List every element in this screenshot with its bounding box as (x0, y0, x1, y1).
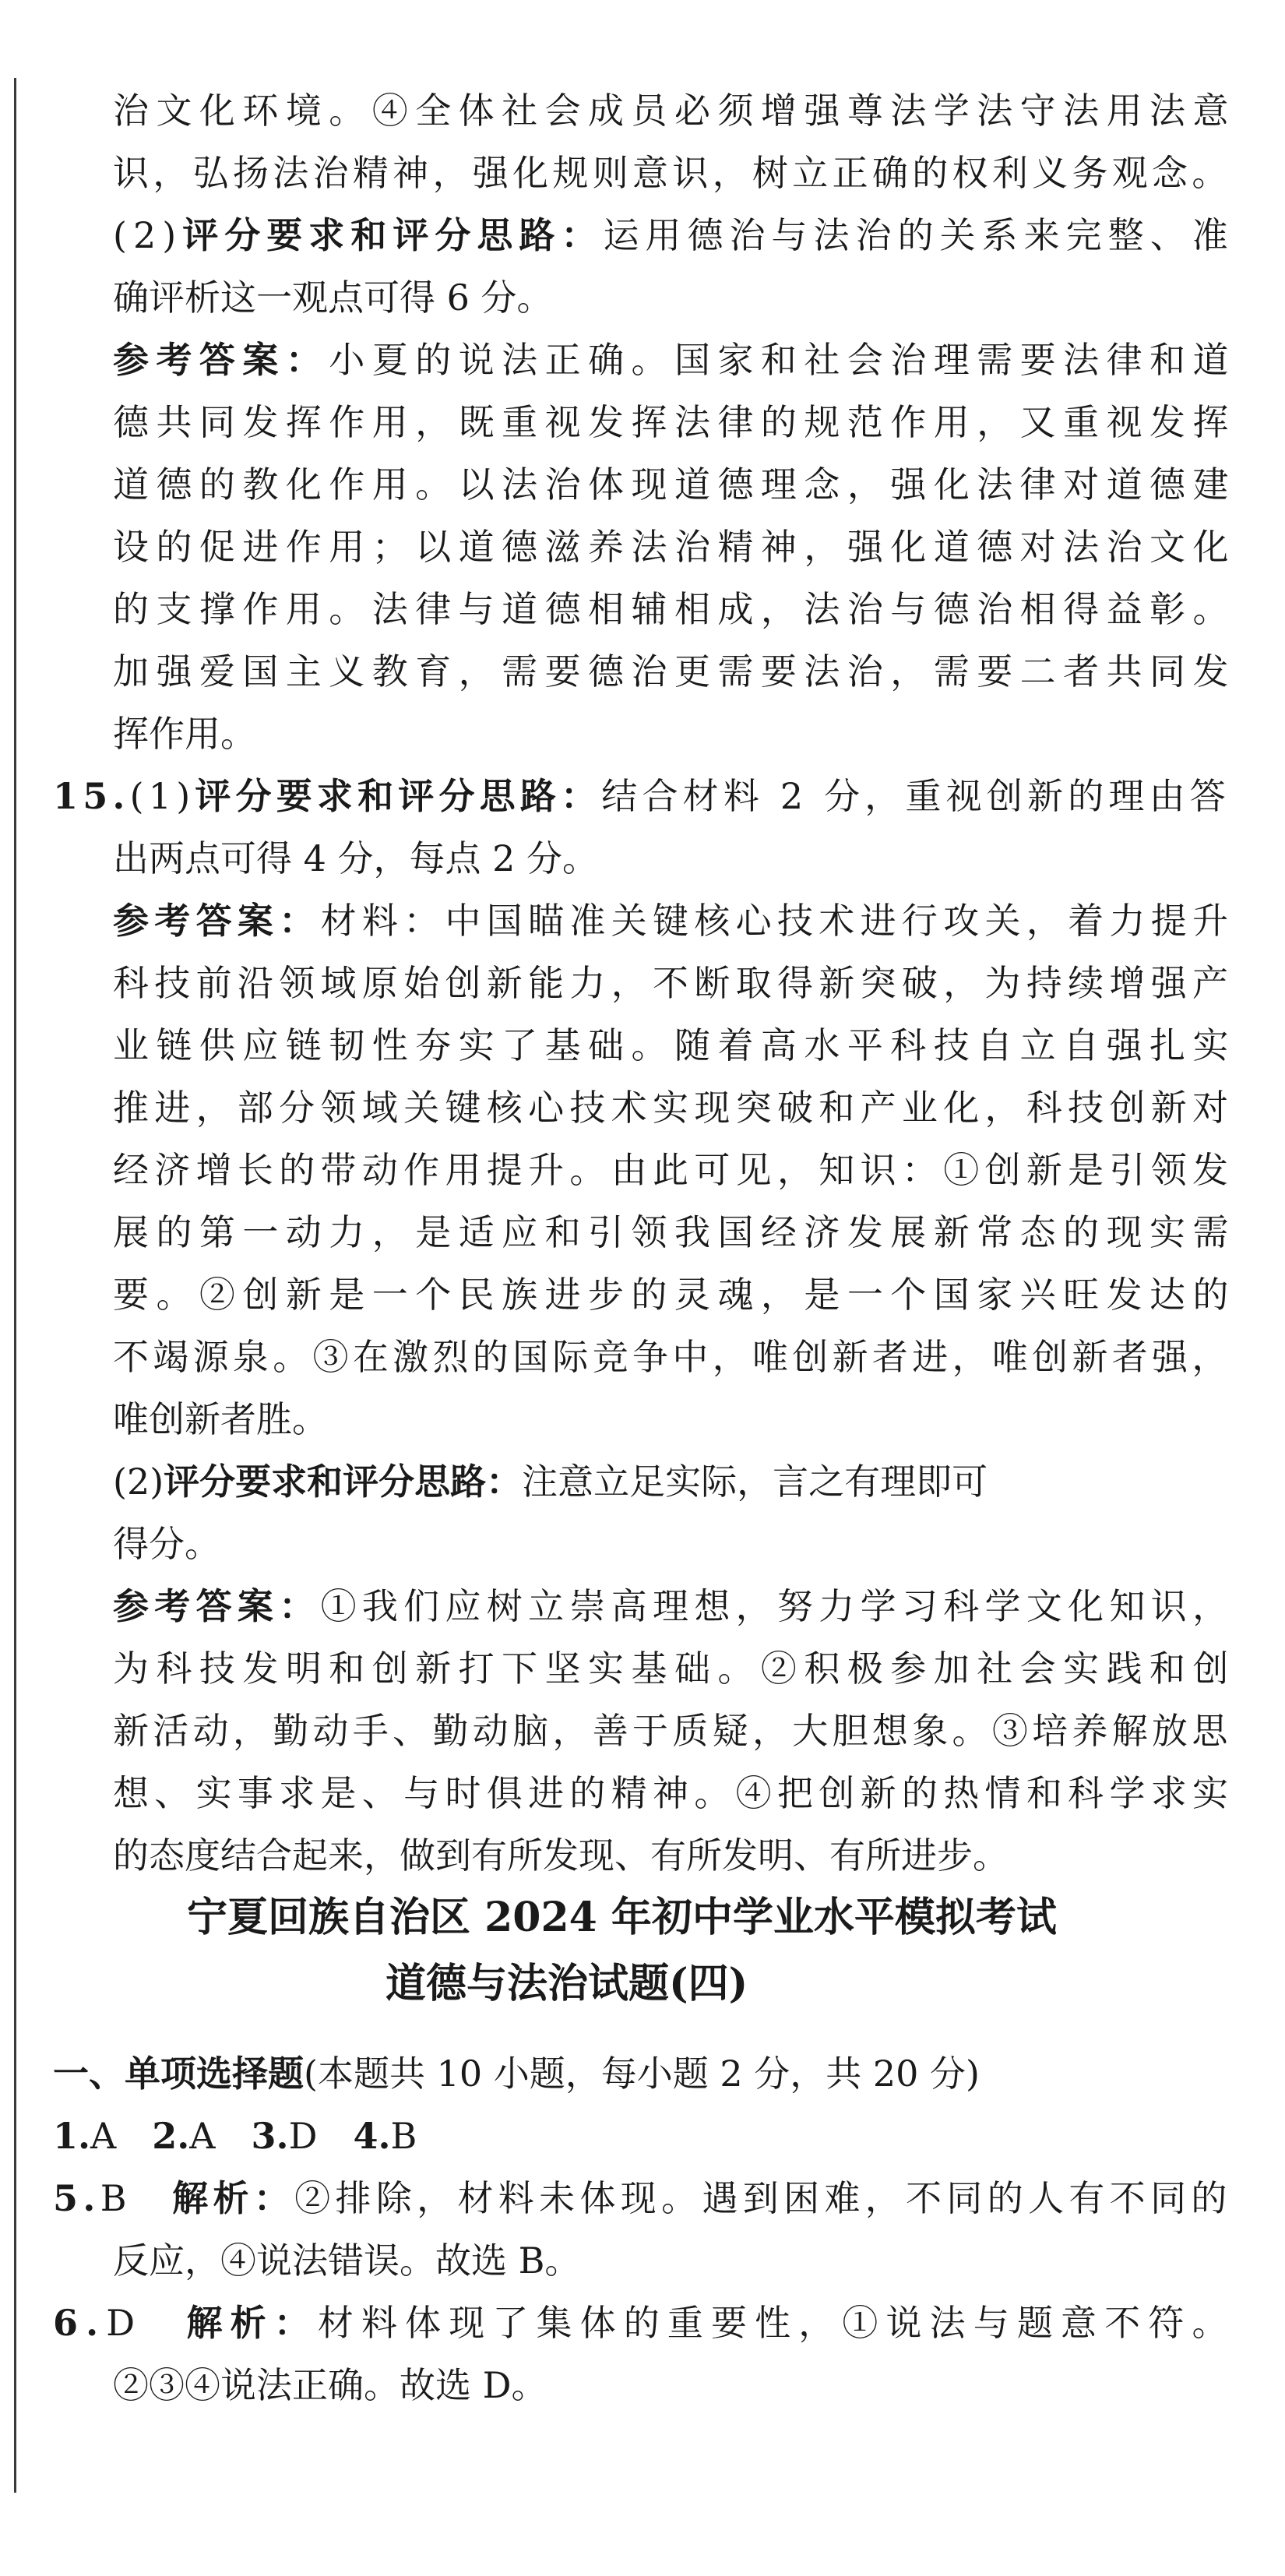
text-line (113, 586, 1236, 633)
text-run: 小夏的说法正确。国家和社会治理需要法律和道 (329, 339, 1236, 381)
text-run: 加强爱国主义教育，需要德治更需要法治，需要二者共同发 (113, 650, 1236, 692)
text-run: 识，弘扬法治精神，强化规则意识，树立正确的权利义务观念。 (113, 152, 1232, 194)
bold-label: 参考答案： (113, 339, 329, 381)
text-run: (2) (113, 1461, 164, 1503)
text-run: 德共同发挥作用，既重视发挥法律的规范作用，又重视发挥 (113, 401, 1236, 443)
text-line (113, 1147, 1234, 1193)
text-line (113, 1521, 220, 1567)
text-run: ②③④说法正确。故选 D。 (113, 2364, 547, 2406)
left-margin-rule (14, 78, 16, 2493)
item-number: 3. (251, 2115, 289, 2157)
text-line (113, 337, 1236, 383)
text-line (113, 1583, 1234, 1630)
text-run: 道德与法治试题(四) (386, 1960, 748, 2007)
text-run: 反应，④说法错误。故选 B。 (113, 2239, 581, 2282)
text-line (113, 1396, 328, 1443)
text-run: 出两点可得 4 分，每点 2 分。 (113, 837, 599, 879)
bold-label: 解析： (172, 2177, 295, 2219)
text-run: 要。②创新是一个民族进步的灵魂，是一个国家兴旺发达的 (113, 1274, 1236, 1316)
text-line (113, 1271, 1236, 1318)
text-run: (1) (129, 775, 195, 817)
item-number: 6. (53, 2302, 107, 2344)
text-line (113, 835, 598, 882)
text-run: 挥作用。 (113, 713, 256, 755)
text-run: 想、实事求是、与时俱进的精神。④把创新的热情和科学求实 (113, 1772, 1234, 1814)
text-run: 展的第一动力，是适应和引领我国经济发展新常态的现实需 (113, 1211, 1236, 1253)
text-line (113, 274, 553, 321)
bold-label: 评分要求和评分思路： (164, 1461, 523, 1503)
item-number: 2. (152, 2115, 190, 2157)
bold-label: 评分要求和评分思路： (195, 775, 602, 817)
text-line (53, 773, 1230, 819)
text-run: D (106, 2302, 187, 2344)
text-line (113, 1645, 1236, 1692)
bold-label: 参考答案： (113, 900, 321, 942)
text-run: 的态度结合起来，做到有所发现、有所发明、有所进步。 (113, 1834, 1009, 1876)
text-run: 设的促进作用；以道德滋养法治精神，强化道德对法治文化 (113, 526, 1236, 568)
text-run: 治文化环境。④全体社会成员必须增强尊法学法守法用法意 (113, 90, 1236, 132)
bold-label: 参考答案： (113, 1585, 321, 1627)
text-run: A (189, 2115, 252, 2157)
section-title-line (386, 1961, 748, 2007)
text-run: 得分。 (113, 1523, 220, 1565)
text-run: 运用德治与法治的关系来完整、准 (603, 214, 1234, 256)
text-run: 宁夏回族自治区 2024 年初中学业水平模拟考试 (187, 1894, 1057, 1941)
text-line (113, 1770, 1234, 1817)
text-run: 为科技发明和创新打下坚实基础。②积极参加社会实践和创 (113, 1647, 1236, 1690)
text-run: 结合材料 2 分，重视创新的理由答 (601, 775, 1230, 817)
text-line (113, 1209, 1236, 1256)
text-run: 唯创新者胜。 (113, 1398, 328, 1440)
text-line (113, 212, 1234, 259)
text-line (113, 523, 1236, 570)
item-number: 5. (53, 2177, 100, 2219)
text-line (53, 2299, 1236, 2346)
text-line (113, 1334, 1232, 1380)
text-line (113, 960, 1234, 1006)
bold-label: 解析： (186, 2302, 318, 2344)
text-run: (本题共 10 小题，每小题 2 分，共 20 分) (304, 2053, 980, 2095)
text-run: D (288, 2115, 354, 2157)
text-run: 业链供应链韧性夯实了基础。随着高水平科技自立自强扎实 (113, 1024, 1236, 1066)
text-line (53, 2050, 980, 2097)
text-line (113, 897, 1234, 944)
text-run: (2) (113, 214, 183, 256)
text-run: 经济增长的带动作用提升。由此可见，知识：①创新是引领发 (113, 1149, 1234, 1191)
text-line (113, 399, 1236, 446)
text-line (113, 1832, 1009, 1879)
text-run: A (90, 2115, 153, 2157)
text-line (113, 2362, 547, 2409)
text-run: 新活动，勤动手、勤动脑，善于质疑，大胆想象。③培养解放思 (113, 1710, 1232, 1752)
text-run: 不竭源泉。③在激烈的国际竞争中，唯创新者进，唯创新者强， (113, 1336, 1232, 1378)
text-run: ②排除，材料未体现。遇到困难，不同的人有不同的 (294, 2177, 1232, 2219)
text-line (113, 2237, 580, 2284)
text-line (113, 648, 1236, 695)
text-run: 的支撑作用。法律与道德相辅相成，法治与德治相得益彰。 (113, 588, 1236, 630)
section-title-line (187, 1894, 1057, 1941)
item-number: 15. (53, 775, 130, 817)
text-run: 注意立足实际，言之有理即可 (522, 1461, 988, 1503)
text-line (113, 1458, 988, 1505)
text-line (53, 2175, 1232, 2222)
text-line (113, 150, 1232, 196)
text-run: 确评析这一观点可得 6 分。 (113, 277, 553, 319)
text-line (113, 1084, 1234, 1131)
text-run: B (100, 2177, 173, 2219)
text-line (53, 2113, 417, 2159)
text-line (113, 1707, 1232, 1754)
bold-label: 一、单项选择题 (53, 2053, 304, 2095)
text-run: ①我们应树立崇高理想，努力学习科学文化知识， (320, 1585, 1234, 1627)
text-run: 推进，部分领域关键核心技术实现突破和产业化，科技创新对 (113, 1087, 1234, 1129)
text-line (113, 87, 1236, 134)
bold-label: 评分要求和评分思路： (182, 214, 604, 256)
text-run: 科技前沿领域原始创新能力，不断取得新突破，为持续增强产 (113, 962, 1234, 1004)
item-number: 1. (53, 2115, 91, 2157)
text-run: 道德的教化作用。以法治体现道德理念，强化法律对道德建 (113, 463, 1236, 506)
text-run: 材料体现了集体的重要性，①说法与题意不符。 (317, 2302, 1236, 2344)
text-run: B (390, 2115, 417, 2157)
text-line (113, 1022, 1236, 1069)
text-run: 材料：中国瞄准关键核心技术进行攻关，着力提升 (320, 900, 1234, 942)
text-line (113, 461, 1236, 508)
text-line (113, 710, 256, 757)
item-number: 4. (353, 2115, 391, 2157)
